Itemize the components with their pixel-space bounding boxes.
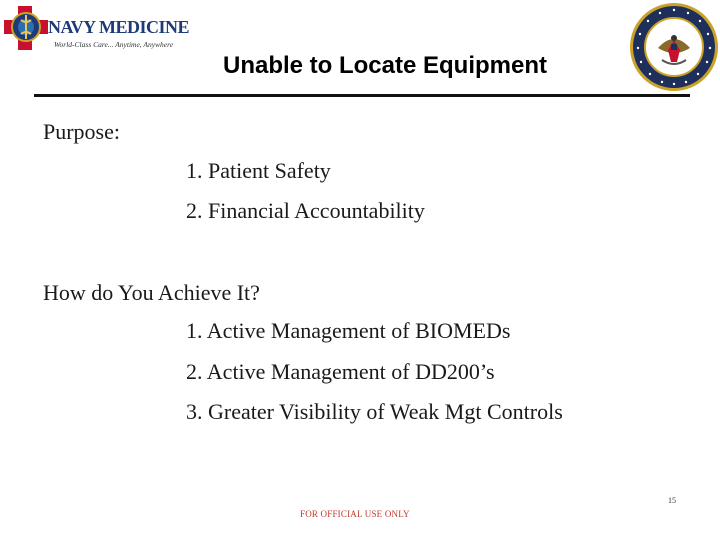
brand-tagline: World-Class Care... Anytime, Anywhere <box>54 40 174 49</box>
purpose-item-1: 1. Patient Safety <box>186 158 331 183</box>
navy-medicine-emblem-icon <box>2 4 50 52</box>
department-of-navy-seal-icon <box>628 0 720 94</box>
brand-name: NAVY MEDICINE <box>48 17 190 37</box>
navy-medicine-logo <box>2 4 190 54</box>
slide-title: Unable to Locate Equipment <box>222 52 548 79</box>
page-number: 15 <box>668 496 676 505</box>
title-divider <box>34 94 690 97</box>
achieve-item-2: 2. Active Management of DD200’s <box>186 359 495 384</box>
achieve-item-3: 3. Greater Visibility of Weak Mgt Controls <box>186 399 563 424</box>
achieve-item-1: 1. Active Management of BIOMEDs <box>186 318 511 343</box>
purpose-item-2: 2. Financial Accountability <box>186 198 425 223</box>
purpose-heading: Purpose: <box>43 119 120 144</box>
classification-footer: FOR OFFICIAL USE ONLY <box>300 509 410 519</box>
achieve-heading: How do You Achieve It? <box>43 280 260 305</box>
